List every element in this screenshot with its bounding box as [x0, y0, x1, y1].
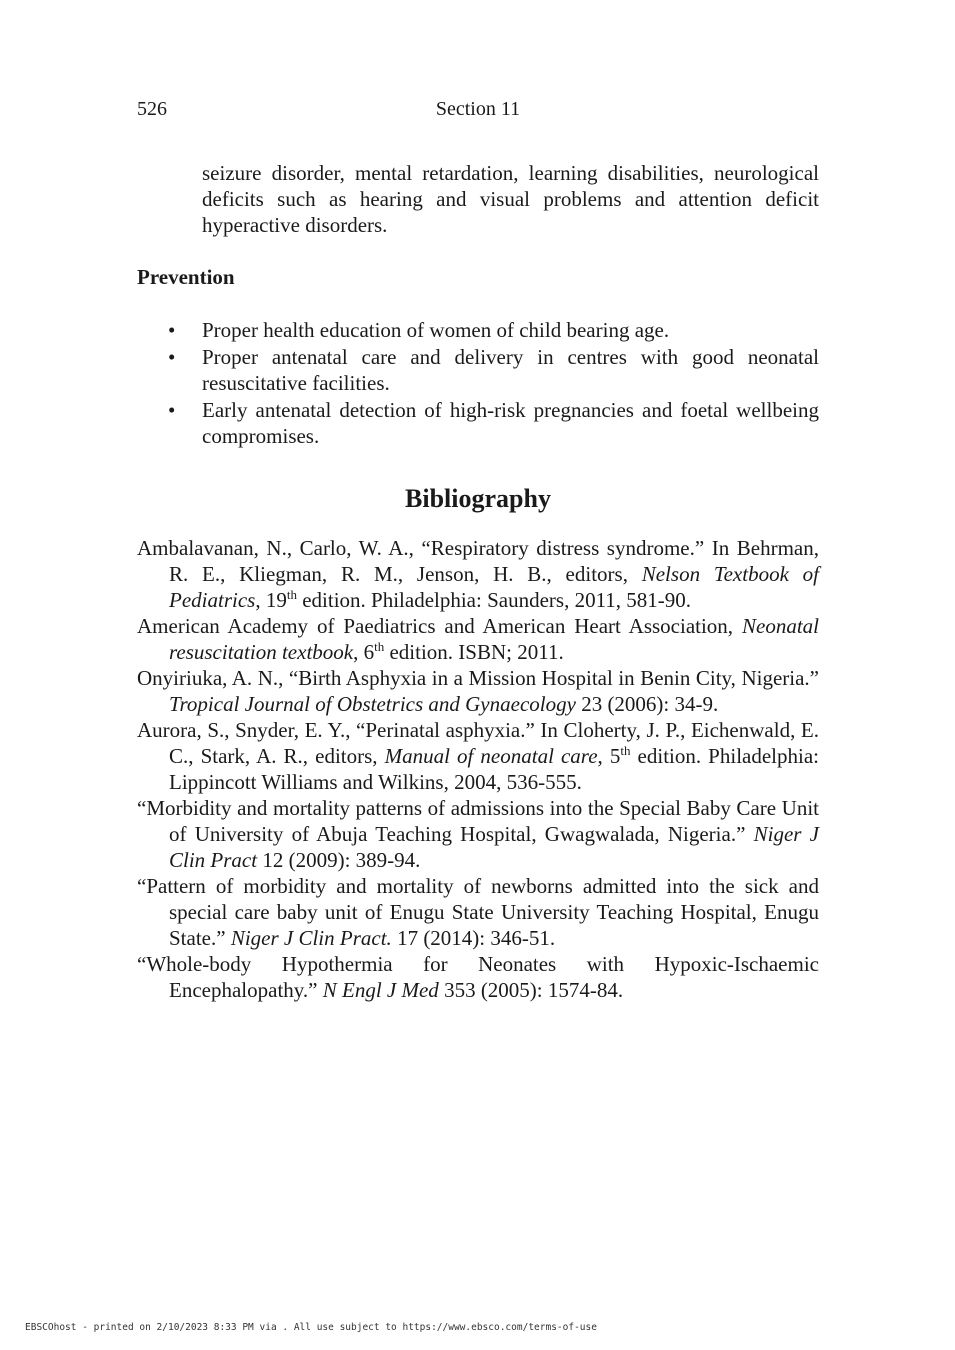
ref-text: , 6	[353, 640, 375, 664]
bibliography-entry	[137, 795, 819, 873]
ref-text: , 19	[255, 588, 287, 612]
intro-paragraph: seizure disorder, mental retardation, learning disabilities, neurological deficits such as hearing and visual problems and attention deficit hyperactive disorders.	[202, 161, 819, 237]
list-item-text: Proper antenatal care and delivery in centres with good neonatal resuscitative facilities.	[202, 345, 819, 395]
ref-title-italic: Niger J Clin Pract	[169, 822, 819, 872]
page-header	[137, 96, 819, 122]
bullet-icon: •	[168, 345, 176, 369]
ref-superscript: th	[286, 587, 297, 602]
ref-text: edition. Philadelphia: Saunders, 2011, 581-90.	[296, 588, 692, 612]
bibliography-list	[137, 535, 819, 1003]
page-number: 526	[137, 98, 167, 120]
page-body	[137, 160, 819, 1003]
ref-text: 353 (2005): 1574-84.	[438, 978, 624, 1002]
ref-text: 12 (2009): 389-94.	[257, 848, 421, 872]
ref-title-italic: Neonatal resuscitation textbook	[169, 614, 819, 664]
ref-text: 17 (2014): 346-51.	[391, 926, 556, 950]
list-item-text: Early antenatal detection of high-risk pregnancies and foetal wellbeing compromises.	[202, 398, 819, 448]
ref-superscript: th	[374, 639, 385, 654]
ref-text: “Pattern of morbidity and mortality of newborns admitted into the sick and special care baby unit of Enugu State University Teaching Hospital, Enugu State.”	[137, 874, 819, 950]
prevention-heading: Prevention	[137, 265, 235, 289]
bibliography-entry	[137, 665, 819, 717]
bibliography-entry	[137, 873, 819, 951]
bibliography-heading: Bibliography	[405, 484, 551, 513]
bullet-icon: •	[168, 398, 176, 422]
ref-text: American Academy of Paediatrics and American Heart Association,	[137, 614, 742, 638]
ref-title-italic: Niger J Clin Pract.	[230, 926, 392, 950]
ref-text: , 5	[597, 744, 621, 768]
ref-text: Onyiriuka, A. N., “Birth Asphyxia in a Mission Hospital in Benin City, Nigeria.”	[137, 666, 819, 690]
ref-title-italic: N Engl J Med	[322, 978, 439, 1002]
bibliography-entry	[137, 717, 819, 795]
list-item	[168, 317, 819, 343]
ref-text: edition. ISBN; 2011.	[384, 640, 564, 664]
ref-text: edition. Philadelphia: Lippincott Williams and Wilkins, 2004, 536-555.	[169, 744, 819, 794]
ref-text: 23 (2006): 34-9.	[575, 692, 719, 716]
print-footer: EBSCOhost - printed on 2/10/2023 8:33 PM via . All use subject to https://www.ebsco.com/terms-of-use	[25, 1322, 597, 1333]
ref-title-italic: Tropical Journal of Obstetrics and Gynaecology	[169, 692, 576, 716]
ref-text: “Whole-body Hypothermia for Neonates with Hypoxic-Ischaemic Encephalopathy.”	[137, 952, 819, 1002]
bibliography-entry	[137, 951, 819, 1003]
ref-text: Aurora, S., Snyder, E. Y., “Perinatal asphyxia.” In Cloherty, J. P., Eichenwald, E. C., Stark, A. R., editors,	[137, 718, 819, 768]
list-item-text: Proper health education of women of child bearing age.	[202, 318, 670, 342]
running-head-section: Section 11	[435, 98, 521, 120]
ref-title-italic: Manual of neonatal care	[384, 744, 598, 768]
ref-text: Ambalavanan, N., Carlo, W. A., “Respiratory distress syndrome.” In Behrman, R. E., Kliegman, R. M., Jenson, H. B., editors,	[137, 536, 819, 586]
bibliography-entry	[137, 613, 819, 665]
list-item	[168, 344, 819, 396]
ref-superscript: th	[620, 743, 631, 758]
bibliography-entry	[137, 535, 819, 613]
prevention-list	[137, 317, 819, 449]
bullet-icon: •	[168, 318, 176, 342]
ref-text: “Morbidity and mortality patterns of admissions into the Special Baby Care Unit of University of Abuja Teaching Hospital, Gwagwalada, Nigeria.”	[137, 796, 819, 846]
ref-title-italic: Nelson Textbook of Pediatrics	[169, 562, 819, 612]
list-item	[168, 397, 819, 449]
